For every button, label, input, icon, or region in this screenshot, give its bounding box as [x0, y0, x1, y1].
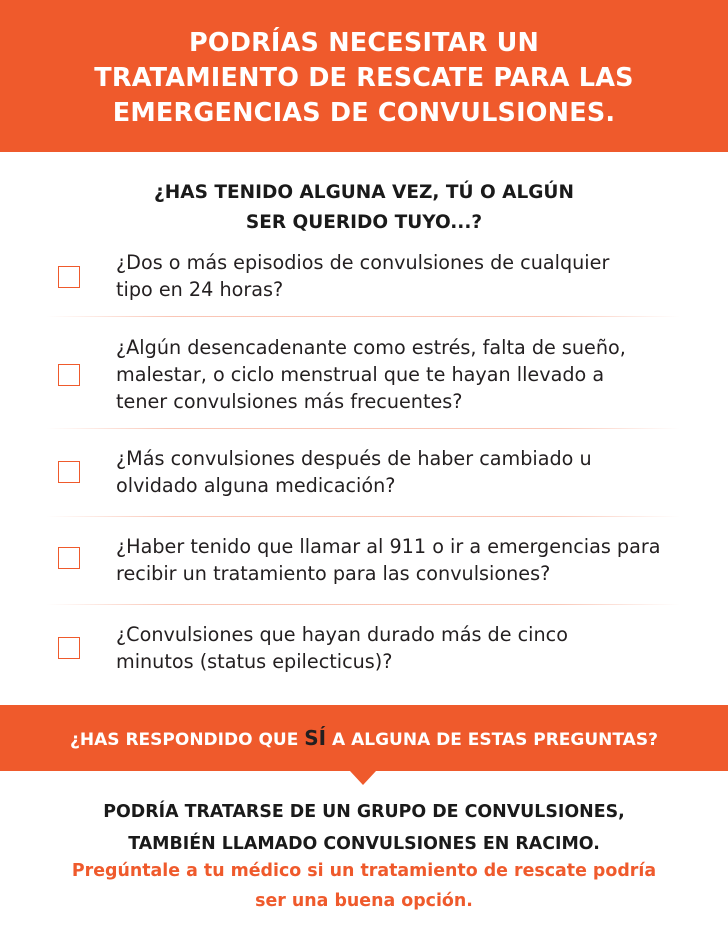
checklist-item-line: olvidado alguna medicación?: [116, 474, 396, 497]
conclusion-line: TAMBIÉN LLAMADO CONVULSIONES EN RACIMO.: [128, 834, 600, 854]
checklist-item-text: [116, 249, 706, 303]
title-line: EMERGENCIAS DE CONVULSIONES.: [112, 98, 616, 128]
divider: [46, 516, 680, 517]
advice-line: ser una buena opción.: [255, 891, 473, 911]
checkbox[interactable]: [58, 364, 80, 386]
checklist-item-line: minutos (status epilecticus)?: [116, 650, 393, 673]
checkbox[interactable]: [58, 266, 80, 288]
advice-line: Pregúntale a tu médico si un tratamiento de rescate podría: [71, 861, 657, 881]
conclusion-text: [0, 796, 728, 860]
checklist-item-line: tener convulsiones más frecuentes?: [116, 390, 463, 413]
checkbox[interactable]: [58, 461, 80, 483]
divider: [46, 428, 680, 429]
question-banner: [0, 705, 728, 771]
checklist-item-line: ¿Haber tenido que llamar al 911 o ir a emergencias para: [116, 535, 661, 558]
banner-emphasis: SÍ: [304, 726, 327, 750]
advice-text: [0, 856, 728, 916]
checklist-item-line: ¿Dos o más episodios de convulsiones de cualquier: [116, 251, 610, 274]
checklist-item-text: [116, 533, 706, 587]
checklist-item-text: [116, 445, 706, 499]
question-heading-line: ¿HAS TENIDO ALGUNA VEZ, TÚ O ALGÚN: [154, 182, 574, 203]
divider: [46, 604, 680, 605]
banner-text-after: A ALGUNA DE ESTAS PREGUNTAS?: [326, 730, 658, 750]
checklist-item-line: ¿Más convulsiones después de haber cambiado u: [116, 447, 592, 470]
checkbox[interactable]: [58, 547, 80, 569]
question-heading: [0, 178, 728, 238]
checklist-item-line: ¿Algún desencadenante como estrés, falta de sueño,: [116, 336, 626, 359]
divider: [46, 316, 680, 317]
conclusion-line: PODRÍA TRATARSE DE UN GRUPO DE CONVULSIONES,: [103, 802, 625, 822]
banner-text-before: ¿HAS RESPONDIDO QUE: [70, 730, 305, 750]
question-heading-line: SER QUERIDO TUYO...?: [245, 212, 483, 233]
title-line: TRATAMIENTO DE RESCATE PARA LAS: [94, 63, 634, 93]
page-title: [0, 26, 728, 131]
checklist-item-text: [116, 621, 706, 675]
checklist-item-text: [116, 334, 706, 415]
checklist-item-line: malestar, o ciclo menstrual que te hayan llevado a: [116, 363, 605, 386]
banner-pointer-arrow: [350, 771, 376, 785]
checklist-item-line: ¿Convulsiones que hayan durado más de cinco: [116, 623, 568, 646]
title-line: PODRÍAS NECESITAR UN: [188, 28, 540, 58]
checklist-item-line: tipo en 24 horas?: [116, 278, 284, 301]
banner-text: [0, 726, 728, 752]
checklist-item-line: recibir un tratamiento para las convulsiones?: [116, 562, 551, 585]
header-banner: [0, 0, 728, 152]
checkbox[interactable]: [58, 637, 80, 659]
